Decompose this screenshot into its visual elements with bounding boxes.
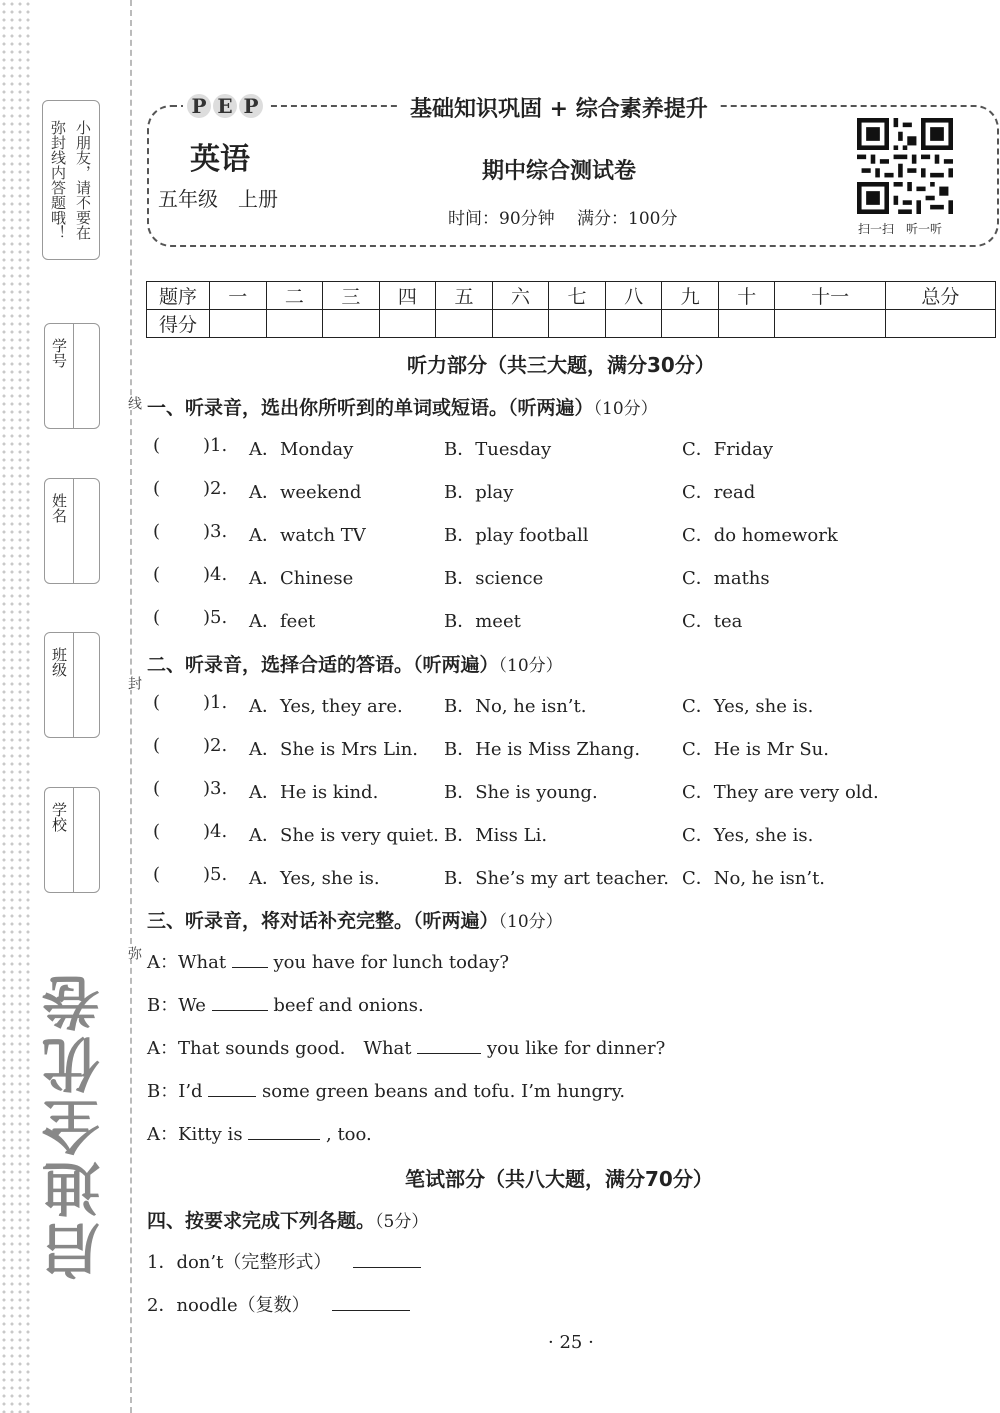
fill-blank[interactable] <box>212 1010 268 1011</box>
dialogue-text: B：I’d <box>147 1081 209 1102</box>
score-input-cell[interactable] <box>718 310 775 338</box>
option-a: A．Yes, she is. <box>249 868 380 889</box>
part-title-text: 一、听录音，选出你所听到的单词或短语。（听两遍） <box>147 397 594 419</box>
part-points: （10分） <box>498 656 563 676</box>
table-cell: 十 <box>718 282 775 310</box>
table-cell: 七 <box>549 282 606 310</box>
option-c: C．read <box>682 482 756 503</box>
dialogue-line <box>147 948 509 974</box>
fill-blank[interactable] <box>208 1096 256 1097</box>
answer-blank[interactable]: ( <box>153 692 161 713</box>
option-a: A．watch TV <box>249 525 366 546</box>
table-cell: 得分 <box>147 310 210 338</box>
answer-blank[interactable]: ( <box>153 478 161 499</box>
dialogue-line <box>147 1077 625 1103</box>
fill-blank[interactable] <box>353 1267 421 1268</box>
dialogue-text: A：Kitty is <box>147 1124 249 1145</box>
table-cell: 总分 <box>885 282 995 310</box>
fill-blank[interactable] <box>417 1053 481 1054</box>
option-a: A．feet <box>249 611 316 632</box>
class-field[interactable] <box>44 632 100 738</box>
fill-blank[interactable] <box>332 1310 410 1311</box>
dialogue-text: you like for dinner? <box>481 1038 666 1059</box>
score-input-cell[interactable] <box>492 310 549 338</box>
dialogue-line <box>147 991 424 1017</box>
dialogue-text: A：That sounds good． What <box>147 1038 418 1059</box>
question-number: )2. <box>203 478 228 499</box>
grade-label: 五年级 上册 <box>158 187 278 211</box>
time-info: 时间：90分钟 满分：100分 <box>448 209 678 229</box>
option-b: B．science <box>444 568 544 589</box>
question-number: )2. <box>203 735 228 756</box>
table-cell: 题序 <box>147 282 210 310</box>
option-b: B．Miss Li. <box>444 825 548 846</box>
answer-blank[interactable]: ( <box>153 821 161 842</box>
field-label: 班级 <box>50 647 68 677</box>
table-cell: 三 <box>323 282 380 310</box>
part-title-text: 三、听录音，将对话补充完整。（听两遍） <box>147 910 499 932</box>
question-number: )3. <box>203 778 228 799</box>
list-item <box>153 864 993 890</box>
part-points: （10分） <box>593 399 658 419</box>
option-c: C．Yes, she is. <box>682 825 814 846</box>
answer-blank[interactable]: ( <box>153 435 161 456</box>
fill-blank[interactable] <box>248 1139 320 1140</box>
part-3-title <box>147 906 563 933</box>
option-a: A．Chinese <box>249 568 354 589</box>
option-c: C．They are very old. <box>682 782 879 803</box>
field-label: 学校 <box>50 802 68 832</box>
question-number: )1. <box>203 692 228 713</box>
score-input-cell[interactable] <box>605 310 662 338</box>
pep-badge <box>183 94 267 118</box>
question-text: 2．noodle（复数） <box>147 1295 310 1316</box>
table-row <box>147 282 996 310</box>
qr-code-icon[interactable] <box>857 118 953 214</box>
school-field[interactable] <box>44 787 100 893</box>
answer-blank[interactable]: ( <box>153 778 161 799</box>
option-a: A．weekend <box>249 482 362 503</box>
question-number: )1. <box>203 435 228 456</box>
option-a: A．He is kind. <box>249 782 379 803</box>
score-input-cell[interactable] <box>885 310 995 338</box>
score-input-cell[interactable] <box>549 310 606 338</box>
dotted-margin <box>0 0 30 1413</box>
fill-blank[interactable] <box>232 967 268 968</box>
dialogue-text: you have for lunch today? <box>267 952 509 973</box>
option-b: B．No, he isn’t. <box>444 696 587 717</box>
table-cell: 一 <box>210 282 267 310</box>
list-item <box>153 478 993 504</box>
series-title: 基础知识巩固 + 综合素养提升 <box>400 92 718 123</box>
option-a: A．Yes, they are. <box>249 696 403 717</box>
part-4-title <box>147 1206 428 1233</box>
dialogue-text: some green beans and tofu. I’m hungry. <box>256 1081 626 1102</box>
part-1-title <box>147 393 658 420</box>
writing-section-title: 笔试部分（共八大题，满分70分） <box>405 1167 713 1191</box>
page-number: · 25 · <box>548 1332 594 1353</box>
answer-blank[interactable]: ( <box>153 521 161 542</box>
answer-blank[interactable]: ( <box>153 735 161 756</box>
table-cell: 九 <box>662 282 719 310</box>
score-table <box>146 281 996 338</box>
subject-title: 英语 <box>190 142 250 177</box>
option-a: A．She is Mrs Lin. <box>249 739 419 760</box>
option-c: C．Yes, she is. <box>682 696 814 717</box>
question-text: 1．don’t（完整形式） <box>147 1252 332 1273</box>
question-number: )5. <box>203 864 228 885</box>
option-b: B．He is Miss Zhang. <box>444 739 641 760</box>
option-a: A．Monday <box>249 439 354 460</box>
list-item <box>153 821 993 847</box>
dialogue-line <box>147 1034 665 1060</box>
part-points: （10分） <box>498 912 563 932</box>
list-item <box>147 1248 421 1274</box>
answer-blank[interactable]: ( <box>153 864 161 885</box>
score-input-cell[interactable] <box>210 310 267 338</box>
note-line-1: 小朋友，请不要在 <box>74 120 92 240</box>
cut-mark-feng: 封 <box>126 676 142 690</box>
list-item <box>153 607 993 633</box>
part-2-title <box>147 650 563 677</box>
pep-letter: P <box>239 94 263 118</box>
table-cell: 二 <box>266 282 323 310</box>
answer-blank[interactable]: ( <box>153 564 161 585</box>
note-line-2: 弥封线内答题哦！ <box>49 120 67 240</box>
student-number-field[interactable] <box>44 323 100 429</box>
score-input-cell[interactable] <box>775 310 885 338</box>
score-input-cell[interactable] <box>662 310 719 338</box>
dialogue-line <box>147 1120 372 1146</box>
table-cell: 五 <box>436 282 493 310</box>
list-item <box>153 735 993 761</box>
list-item <box>153 521 993 547</box>
exam-title: 期中综合测试卷 <box>482 158 637 184</box>
list-item <box>147 1291 410 1317</box>
option-c: C．maths <box>682 568 770 589</box>
part-points: （5分） <box>375 1212 429 1232</box>
answer-blank[interactable]: ( <box>153 607 161 628</box>
table-cell: 四 <box>379 282 436 310</box>
dialogue-text: A：What <box>147 952 232 973</box>
table-cell: 六 <box>492 282 549 310</box>
table-row <box>147 310 996 338</box>
option-b: B．play football <box>444 525 589 546</box>
option-b: B．She is young. <box>444 782 598 803</box>
list-item <box>153 435 993 461</box>
score-input-cell[interactable] <box>323 310 380 338</box>
score-input-cell[interactable] <box>379 310 436 338</box>
question-number: )4. <box>203 564 228 585</box>
pep-letter: P <box>187 94 211 118</box>
score-input-cell[interactable] <box>266 310 323 338</box>
list-item <box>153 564 993 590</box>
listening-section-title: 听力部分（共三大题，满分30分） <box>407 353 715 377</box>
option-c: C．He is Mr Su. <box>682 739 829 760</box>
option-a: A．She is very quiet. <box>249 825 439 846</box>
cut-mark-mi: 弥 <box>126 946 142 960</box>
option-c: C．Friday <box>682 439 774 460</box>
seal-warning-note <box>42 100 100 260</box>
option-c: C．tea <box>682 611 743 632</box>
list-item <box>153 778 993 804</box>
part-title-text: 二、听录音，选择合适的答语。（听两遍） <box>147 654 499 676</box>
brand-logo: 启迪全优卷 <box>42 970 110 1280</box>
option-b: B．She’s my art teacher. <box>444 868 670 889</box>
dialogue-text: beef and onions. <box>267 995 424 1016</box>
option-c: C．No, he isn’t. <box>682 868 826 889</box>
option-c: C．do homework <box>682 525 838 546</box>
question-number: )5. <box>203 607 228 628</box>
pep-letter: E <box>213 94 237 118</box>
question-number: )3. <box>203 521 228 542</box>
list-item <box>153 692 993 718</box>
seal-line <box>130 0 132 1413</box>
field-label: 学号 <box>50 338 68 368</box>
field-label: 姓名 <box>50 493 68 523</box>
table-cell: 八 <box>605 282 662 310</box>
scan-label: 扫一扫 听一听 <box>858 222 943 236</box>
name-field[interactable] <box>44 478 100 584</box>
part-title-text: 四、按要求完成下列各题。 <box>147 1210 376 1232</box>
dialogue-text: , too. <box>320 1124 372 1145</box>
table-cell: 十一 <box>775 282 885 310</box>
option-b: B．Tuesday <box>444 439 552 460</box>
dialogue-text: B：We <box>147 995 212 1016</box>
cut-mark-xian: 线 <box>126 396 142 410</box>
option-b: B．play <box>444 482 514 503</box>
score-input-cell[interactable] <box>436 310 493 338</box>
option-b: B．meet <box>444 611 521 632</box>
question-number: )4. <box>203 821 228 842</box>
